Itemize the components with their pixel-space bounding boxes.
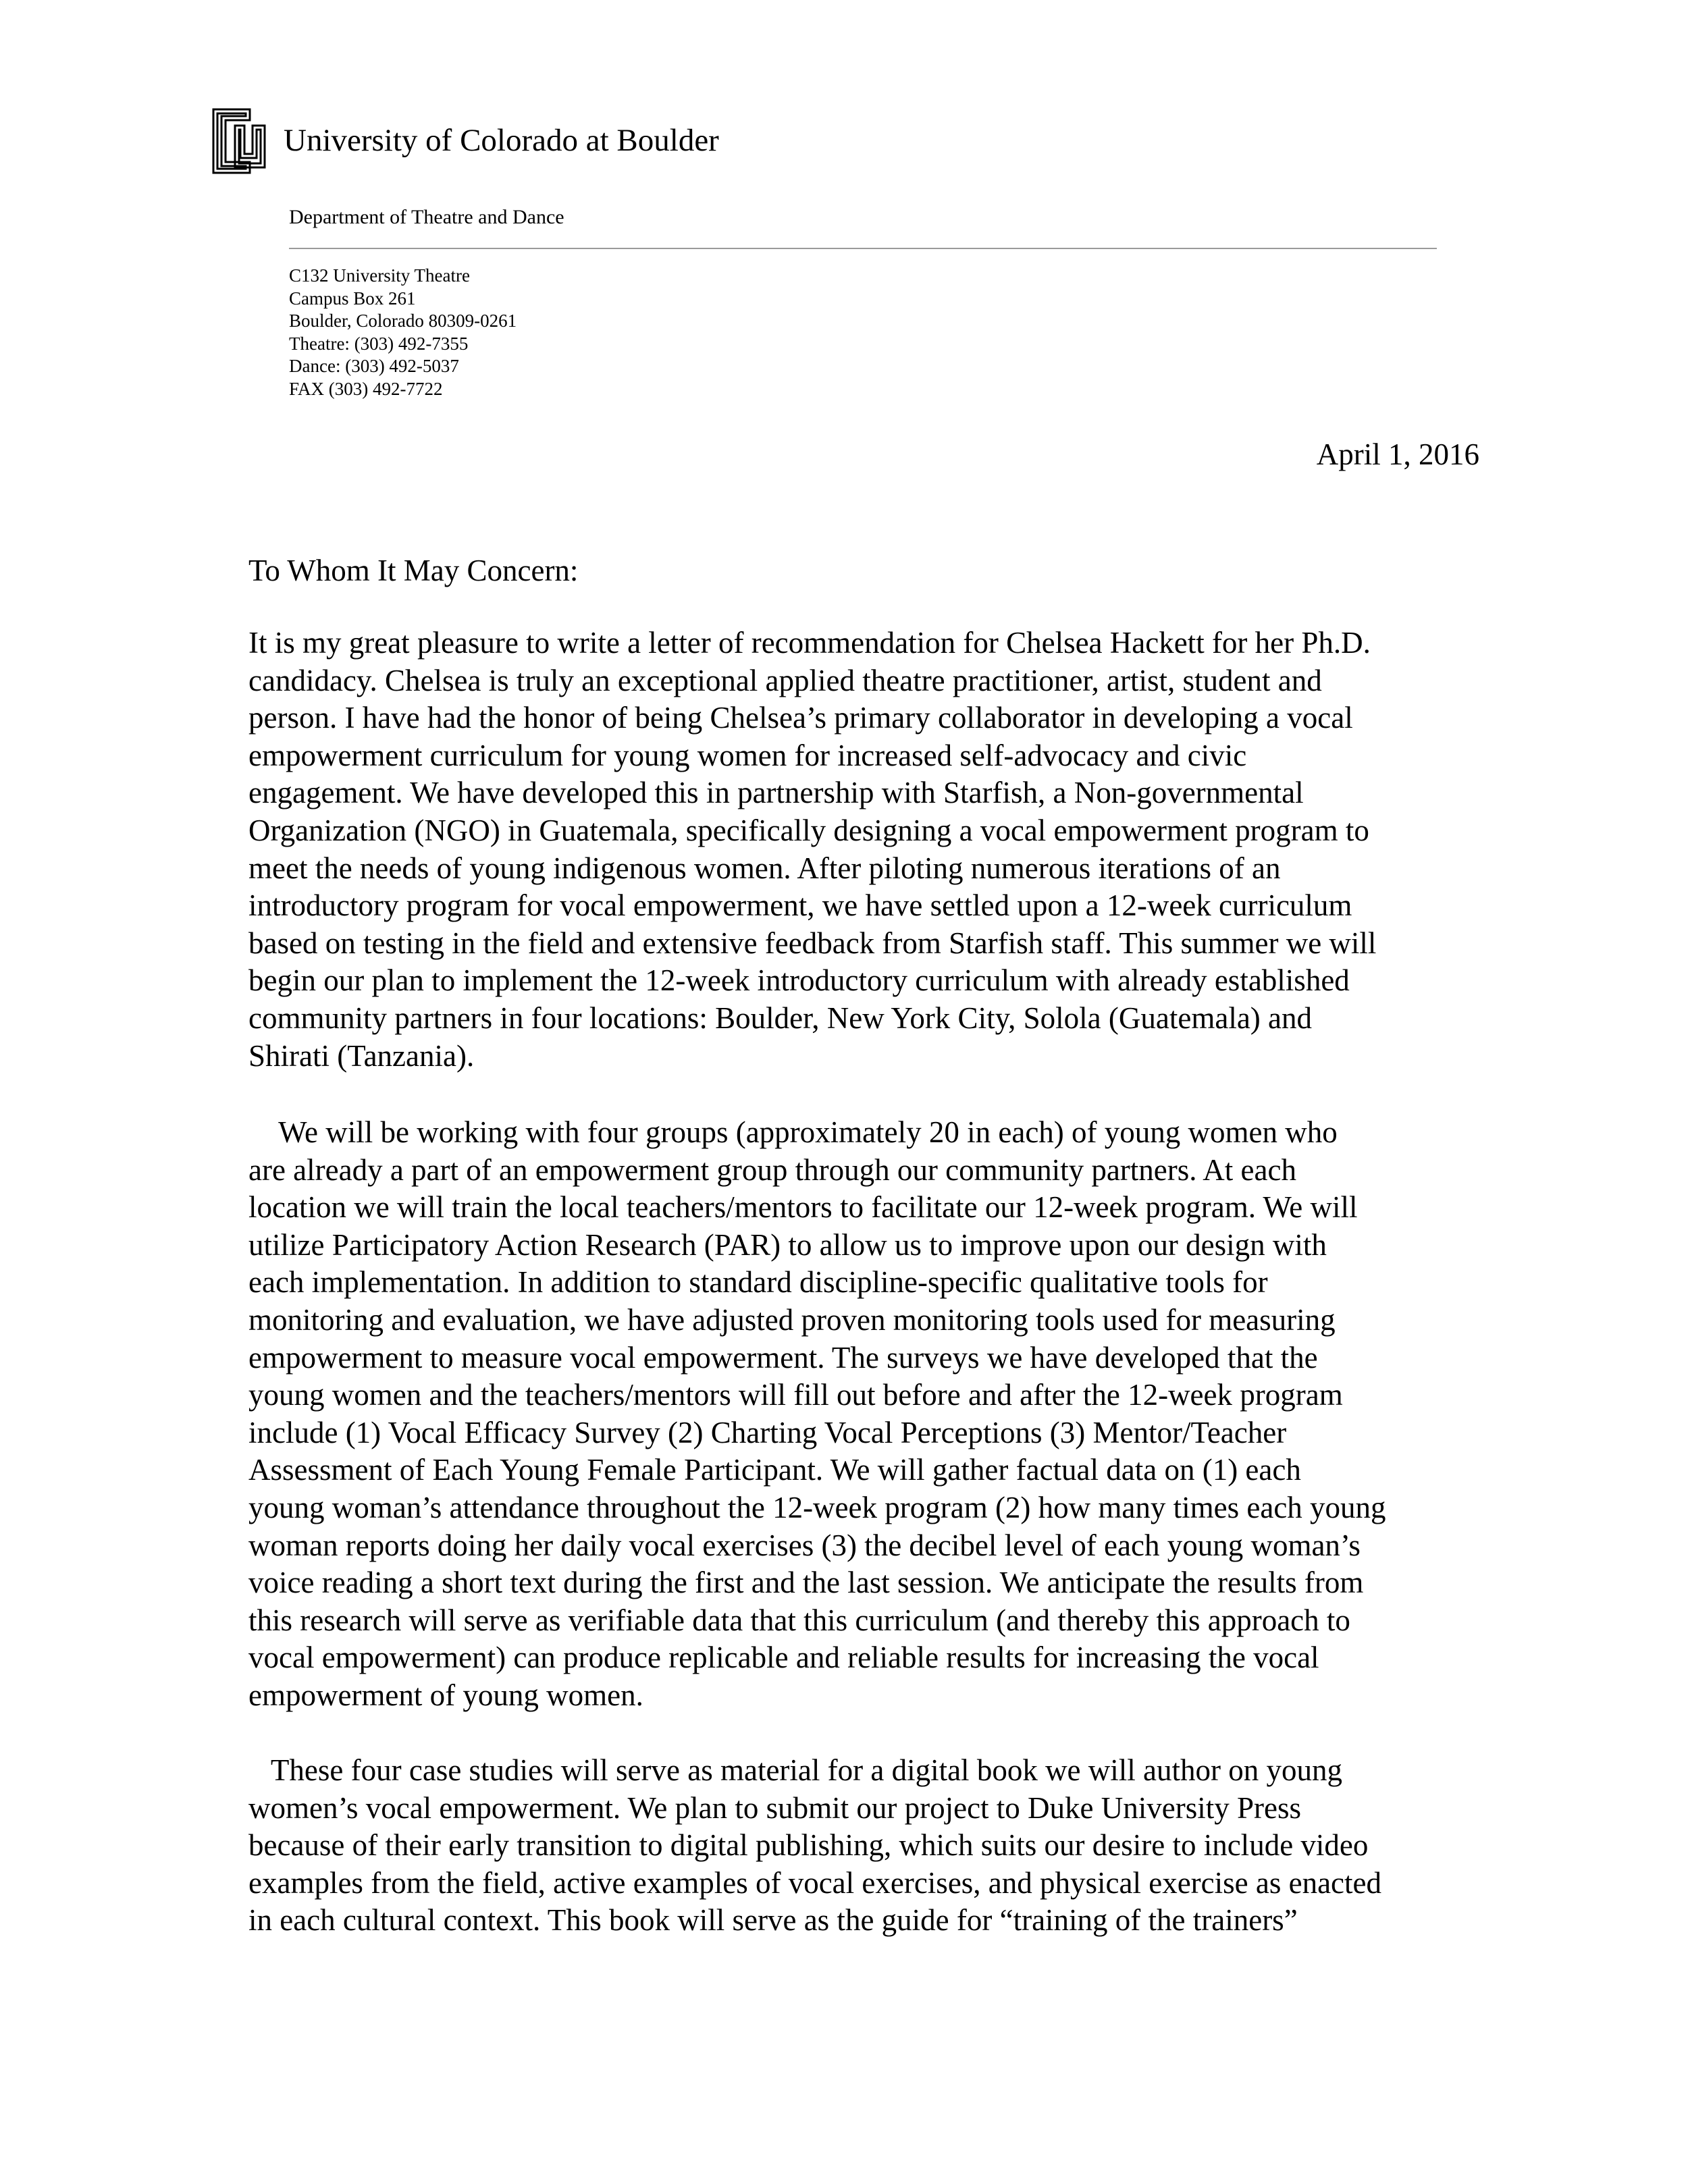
paragraph-2 <box>248 1114 1484 1715</box>
paragraph-3 <box>248 1752 1484 1940</box>
text-line: in each cultural context. This book will serve as the guide for “training of the trainers” <box>248 1903 1298 1938</box>
address-block <box>289 265 517 400</box>
university-logo-icon <box>208 107 270 176</box>
text-line: examples from the field, active examples of vocal exercises, and physical exercise as enacted <box>248 1865 1382 1900</box>
dance-phone: Dance: (303) 492-5037 <box>289 356 459 376</box>
text-line: Organization (NGO) in Guatemala, specifically designing a vocal empowerment program to <box>248 813 1369 847</box>
text-line: vocal empowerment) can produce replicable and reliable results for increasing the vocal <box>248 1641 1319 1675</box>
text-line: We will be working with four groups (approximately 20 in each) of young women who <box>248 1115 1338 1149</box>
text-line: candidacy. Chelsea is truly an exceptional applied theatre practitioner, artist, student and <box>248 663 1322 697</box>
text-line: women’s vocal empowerment. We plan to submit our project to Duke University Press <box>248 1790 1302 1825</box>
text-line: because of their early transition to digital publishing, which suits our desire to include video <box>248 1828 1369 1863</box>
text-line: introductory program for vocal empowerment, we have settled upon a 12-week curriculum <box>248 888 1352 923</box>
text-line: this research will serve as verifiable data that this curriculum (and thereby this approach to <box>248 1603 1350 1637</box>
text-line: young women and the teachers/mentors will fill out before and after the 12-week program <box>248 1378 1343 1412</box>
fax-number: FAX (303) 492-7722 <box>289 378 443 399</box>
text-line: location we will train the local teachers/mentors to facilitate our 12-week program. We will <box>248 1190 1358 1225</box>
text-line: empowerment curriculum for young women for increased self-advocacy and civic <box>248 738 1247 772</box>
text-line: empowerment to measure vocal empowerment. The surveys we have developed that the <box>248 1340 1318 1375</box>
text-line: young woman’s attendance throughout the 12-week program (2) how many times each young <box>248 1490 1386 1524</box>
address-line: C132 University Theatre <box>289 265 470 286</box>
text-line: meet the needs of young indigenous women. After piloting numerous iterations of an <box>248 851 1281 885</box>
department-name: Department of Theatre and Dance <box>289 206 564 228</box>
address-line: Boulder, Colorado 80309-0261 <box>289 311 517 331</box>
text-line: Assessment of Each Young Female Participant. We will gather factual data on (1) each <box>248 1453 1301 1487</box>
text-line: These four case studies will serve as material for a digital book we will author on young <box>248 1753 1342 1787</box>
text-line: engagement. We have developed this in partnership with Starfish, a Non-governmental <box>248 776 1304 810</box>
text-line: each implementation. In addition to standard discipline-specific qualitative tools for <box>248 1265 1268 1300</box>
text-line: woman reports doing her daily vocal exercises (3) the decibel level of each young woman’s <box>248 1528 1361 1562</box>
header-divider <box>289 248 1437 249</box>
text-line: utilize Participatory Action Research (PAR) to allow us to improve upon our design with <box>248 1227 1327 1262</box>
text-line: community partners in four locations: Boulder, New York City, Solola (Guatemala) and <box>248 1001 1312 1035</box>
text-line: based on testing in the field and extensive feedback from Starfish staff. This summer we will <box>248 926 1377 960</box>
text-line: voice reading a short text during the first and the last session. We anticipate the results from <box>248 1566 1364 1600</box>
text-line: It is my great pleasure to write a letter of recommendation for Chelsea Hackett for her Ph.D. <box>248 626 1371 660</box>
text-line: empowerment of young women. <box>248 1678 643 1712</box>
text-line: include (1) Vocal Efficacy Survey (2) Charting Vocal Perceptions (3) Mentor/Teacher <box>248 1415 1287 1449</box>
institution-name: University of Colorado at Boulder <box>284 123 719 158</box>
salutation: To Whom It May Concern: <box>248 554 579 587</box>
text-line: are already a part of an empowerment group through our community partners. At each <box>248 1152 1296 1187</box>
text-line: person. I have had the honor of being Chelsea’s primary collaborator in developing a vocal <box>248 701 1353 735</box>
text-line: Shirati (Tanzania). <box>248 1038 475 1073</box>
text-line: begin our plan to implement the 12-week introductory curriculum with already established <box>248 963 1350 998</box>
letter-date: April 1, 2016 <box>1316 437 1479 471</box>
address-line: Campus Box 261 <box>289 288 416 309</box>
theatre-phone: Theatre: (303) 492-7355 <box>289 333 469 354</box>
paragraph-1 <box>248 624 1484 1075</box>
text-line: monitoring and evaluation, we have adjusted proven monitoring tools used for measuring <box>248 1302 1336 1337</box>
